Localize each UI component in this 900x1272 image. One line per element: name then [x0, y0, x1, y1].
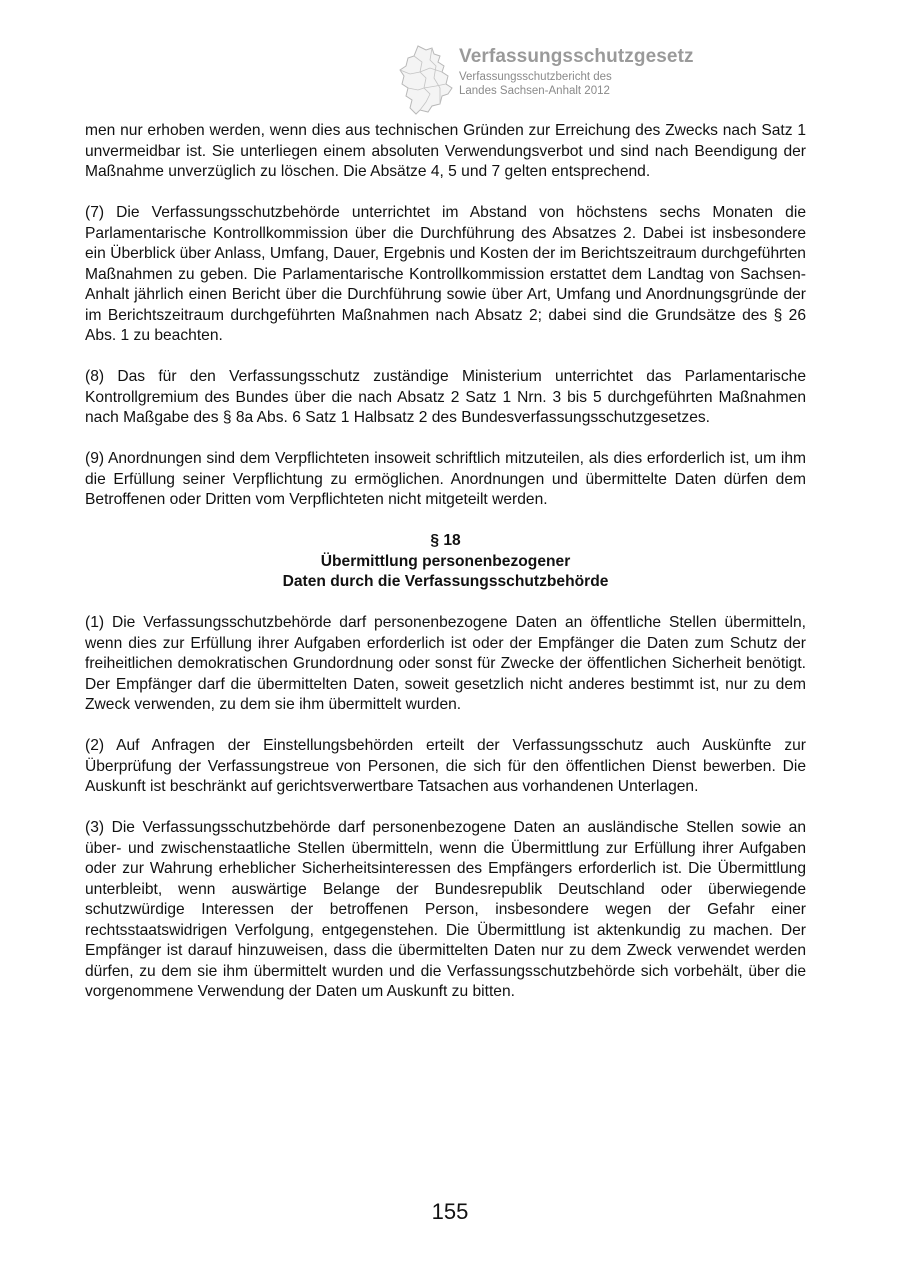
section-heading	[85, 531, 806, 593]
paragraph-9: (9) Anordnungen sind dem Verpflichteten insoweit schriftlich mitzuteilen, als dies erforderlich ist, um ihm die Erfüllung seiner Verpflichtung zu ermöglichen. Anordnungen und übermittelte Daten dürfen dem Betroffenen oder Dritten vom Verpflichteten nicht mitgeteilt werden.	[85, 450, 806, 508]
header-subtitle-line1: Verfassungsschutzbericht des	[459, 71, 612, 83]
header-subtitle-line2: Landes Sachsen-Anhalt 2012	[459, 85, 610, 97]
page-header	[396, 44, 816, 118]
section-number: § 18	[430, 532, 461, 549]
section-paragraph-3: (3) Die Verfassungsschutzbehörde darf personenbezogene Daten an ausländische Stellen sowie an über- und zwischenstaatliche Stellen übermitteln, wenn die Übermittlung zur Erfüllung ihrer Aufgaben oder zur Wahrung erheblicher Sicherheitsinteressen des Empfängers erforderlich ist. Die Übermittlung unterbleibt, wenn auswärtige Belange der Bundesrepublik Deutschland oder überwiegende schutzwürdige Interessen der betroffenen Person, insbesondere wegen der Gefahr einer rechtsstaatswidrigen Verfolgung, entgegenstehen. Die Übermittlung ist aktenkundig zu machen. Der Empfänger ist darauf hinzuweisen, dass die übermittelten Daten nur zu dem Zweck verwendet werden dürfen, zu dem sie ihm übermittelt wurden und die Verfassungsschutzbehörde sich vorbehält, über die vorgenommene Verwendung der Daten um Auskunft zu bitten.	[85, 819, 806, 1000]
paragraph-7: (7) Die Verfassungsschutzbehörde unterrichtet im Abstand von höchstens sechs Monaten die Parlamentarische Kontrollkommission über die Durchführung des Absatzes 2. Dabei ist insbesondere ein Überblick über Anlass, Umfang, Dauer, Ergebnis und Kosten der im Berichtszeitraum durchgeführten Maßnahmen zu geben. Die Parlamentarische Kontrollkommission erstattet dem Landtag von Sachsen-Anhalt jährlich einen Bericht über die Durchführung sowie über Art, Umfang und Anordnungsgründe der im Berichtszeitraum durchgeführten Maßnahmen nach Absatz 2; dabei sind die Grundsätze des § 26 Abs. 1 zu beachten.	[85, 204, 806, 344]
section-paragraph-2: (2) Auf Anfragen der Einstellungsbehörden erteilt der Verfassungsschutz auch Auskünfte zur Überprüfung der Verfassungstreue von Personen, die sich für den öffentlichen Dienst bewerben. Die Auskunft ist beschränkt auf gerichtsverwertbare Tatsachen aus vorhandenen Unterlagen.	[85, 737, 806, 795]
section-title-line2: Daten durch die Verfassungsschutzbehörde	[282, 573, 609, 590]
section-paragraph-1: (1) Die Verfassungsschutzbehörde darf personenbezogene Daten an öffentliche Stellen übermitteln, wenn dies zur Erfüllung ihrer Aufgaben erforderlich ist oder der Empfänger die Daten zum Schutz der freiheitlichen demokratischen Grundordnung oder sonst für Zwecke der öffentlichen Sicherheit benötigt. Der Empfänger darf die übermittelten Daten, soweit gesetzlich nicht anderes bestimmt ist, nur zu dem Zweck verwenden, zu dem sie ihm übermittelt wurden.	[85, 614, 806, 713]
document-body	[85, 121, 806, 1023]
paragraph-continuation: men nur erhoben werden, wenn dies aus technischen Gründen zur Erreichung des Zwecks nach Satz 1 unvermeidbar ist. Sie unterliegen einem absoluten Verwendungsverbot und sind nach Beendigung der Maßnahme unverzüglich zu löschen. Die Absätze 4, 5 und 7 gelten entsprechend.	[85, 122, 806, 180]
header-title: Verfassungsschutzgesetz	[459, 46, 694, 67]
page-number: 155	[431, 1199, 469, 1224]
sachsen-anhalt-map-icon	[396, 44, 458, 116]
section-title-line1: Übermittlung personenbezogener	[320, 552, 571, 570]
paragraph-8: (8) Das für den Verfassungsschutz zuständige Ministerium unterrichtet das Parlamentarische Kontrollgremium des Bundes über die nach Absatz 2 Satz 1 Nrn. 3 bis 5 durchgeführten Maßnahmen nach Maßgabe des § 8a Abs. 6 Satz 1 Halbsatz 2 des Bundesverfassungsschutzgesetzes.	[85, 368, 806, 426]
